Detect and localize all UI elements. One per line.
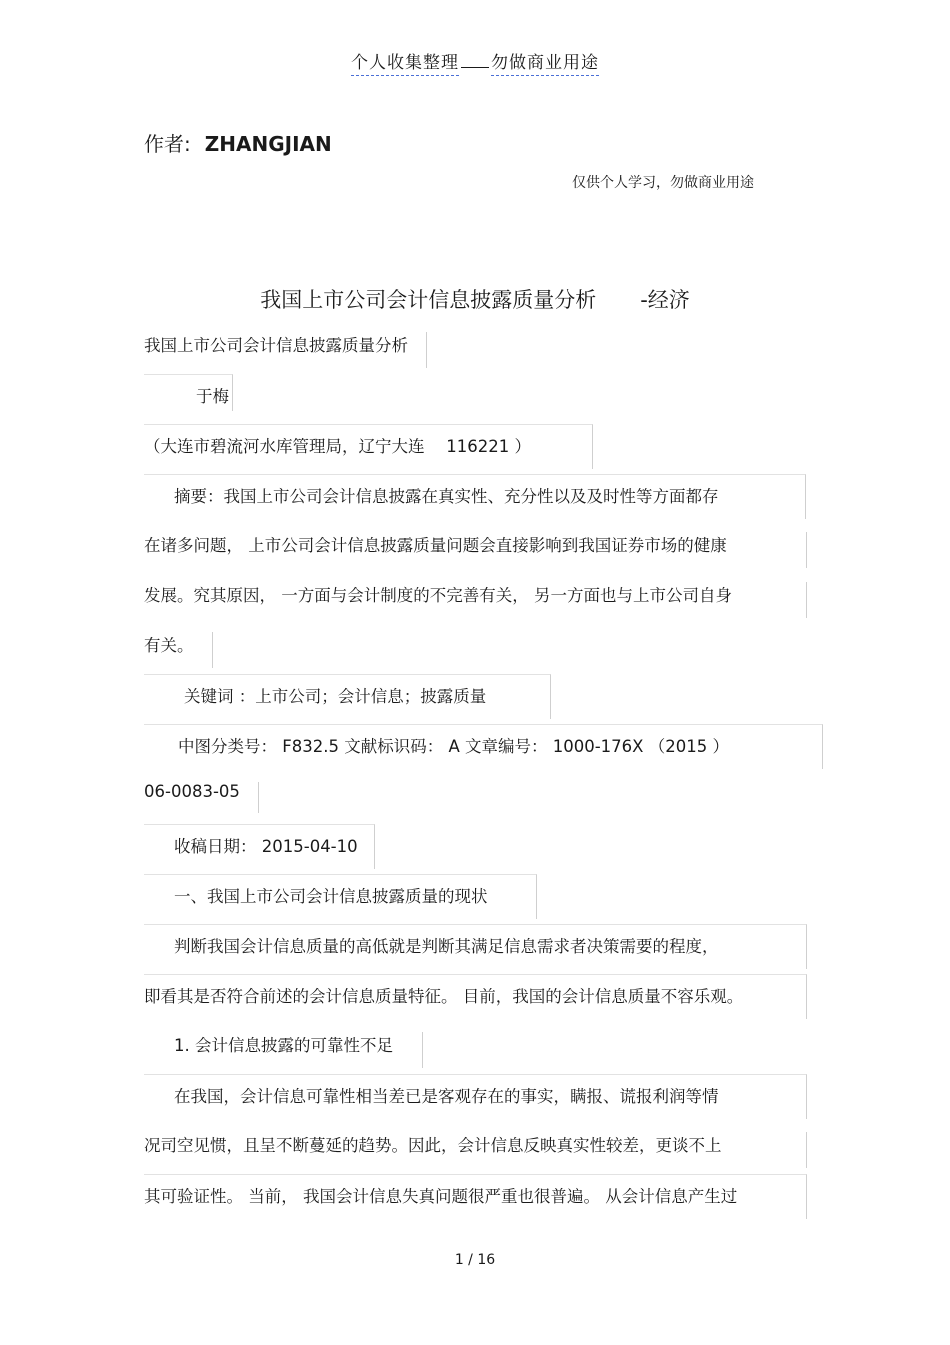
subsection-heading-1: 1. 会计信息披露的可靠性不足 xyxy=(144,1032,423,1068)
abstract-line-3: 发展。究其原因， 一方面与会计制度的不完善有关， 另一方面也与上市公司自身 xyxy=(144,582,807,618)
keywords: 关键词 ：上市公司；会计信息；披露质量 xyxy=(144,674,551,719)
page-number: 1 / 16 xyxy=(454,1252,496,1268)
title-main: 我国上市公司会计信息披露质量分析 xyxy=(260,288,597,312)
header-gap-line xyxy=(461,67,489,68)
abstract-line-2: 在诸多问题， 上市公司会计信息披露质量问题会直接影响到我国证券市场的健康 xyxy=(144,532,807,568)
received-date: 收稿日期： 2015-04-10 xyxy=(144,824,375,869)
article-number-continued: 06-0083-05 xyxy=(144,782,259,813)
classification-line: 中图分类号： F832.5 文献标识码： A 文章编号： 1000-176X （2015 ） xyxy=(144,724,823,769)
title-suffix: -经济 xyxy=(640,288,690,312)
header-right-text: 勿做商业用途 xyxy=(491,53,599,76)
paragraph-2-line-2: 况司空见惯，且呈不断蔓延的趋势。因此，会计信息反映真实性较差，更谈不上 xyxy=(144,1132,807,1168)
author-label: 作者: xyxy=(144,132,191,156)
article-subtitle: 我国上市公司会计信息披露质量分析 xyxy=(144,332,427,368)
abstract-line-1: 摘要：我国上市公司会计信息披露在真实性、充分性以及及时性等方面都存 xyxy=(144,474,806,519)
paragraph-2-line-3: 其可验证性。 当前， 我国会计信息失真问题很严重也很普遍。 从会计信息产生过 xyxy=(144,1174,807,1219)
paragraph-1-line-1: 判断我国会计信息质量的高低就是判断其满足信息需求者决策需要的程度， xyxy=(144,924,807,969)
header-left-text: 个人收集整理 xyxy=(351,53,459,76)
paragraph-1-line-2: 即看其是否符合前述的会计信息质量特征。 目前，我国的会计信息质量不容乐观。 xyxy=(144,974,807,1019)
usage-notice: 仅供个人学习，勿做商业用途 xyxy=(572,175,754,191)
page-header xyxy=(0,48,950,73)
paragraph-2-line-1: 在我国，会计信息可靠性相当差已是客观存在的事实，瞒报、谎报利润等情 xyxy=(144,1074,807,1119)
article-author-box xyxy=(144,374,233,411)
document-title xyxy=(0,284,950,314)
author-name: ZHANGJIAN xyxy=(204,132,332,156)
section-heading-1: 一、我国上市公司会计信息披露质量的现状 xyxy=(144,874,537,919)
abstract-line-4: 有关。 xyxy=(144,632,213,668)
article-author: 于梅 xyxy=(196,387,229,406)
author-line xyxy=(144,128,332,157)
article-affiliation: （大连市碧流河水库管理局，辽宁大连 116221 ） xyxy=(144,424,593,469)
